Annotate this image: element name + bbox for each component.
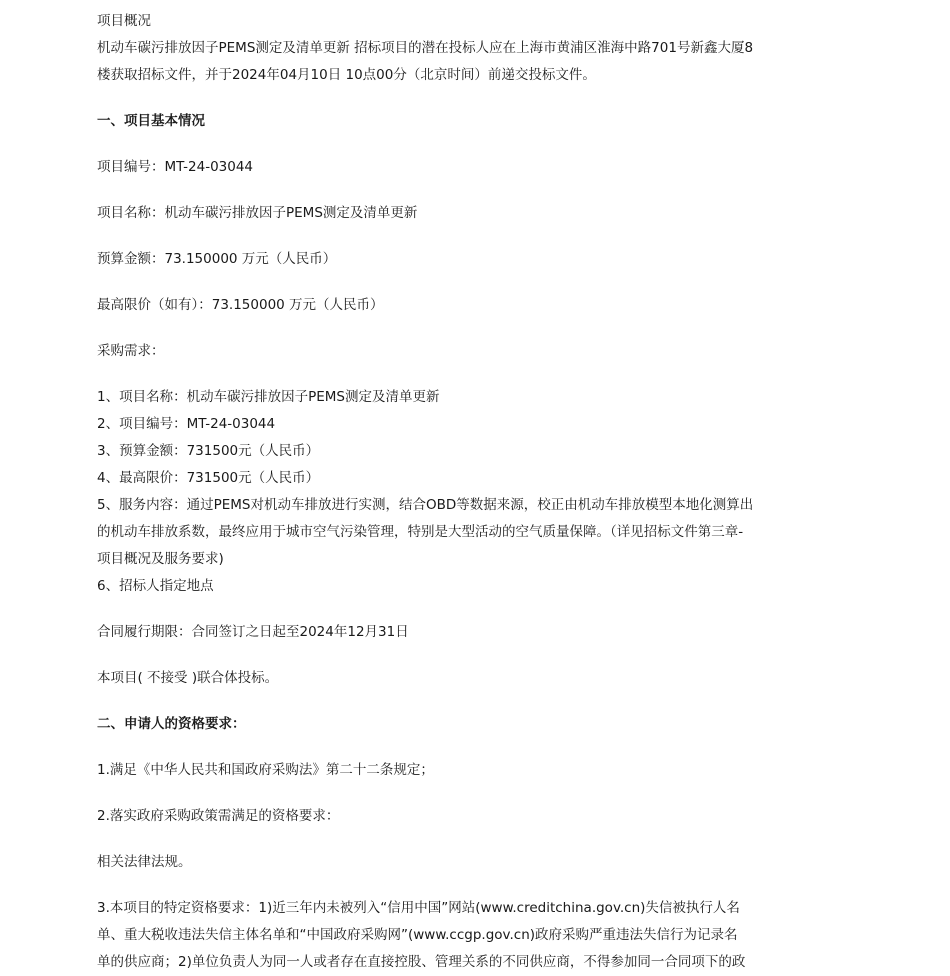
requirement-item: 4、最高限价：731500元（人民币）: [97, 470, 320, 486]
section2-heading: 二、申请人的资格要求：: [97, 716, 246, 732]
section1-heading: 一、项目基本情况: [97, 113, 205, 129]
document-body: [97, 8, 762, 976]
overview-intro-line-2: 楼获取招标文件，并于2024年04月10日 10点00分（北京时间）前递交投标文件。: [97, 67, 596, 83]
overview-intro-line-1: 机动车碳污排放因子PEMS测定及清单更新 招标项目的潜在投标人应在上海市黄浦区淮海中路701号新鑫大厦8: [97, 40, 754, 56]
requirement-item: 的机动车排放系数，最终应用于城市空气污染管理，特别是大型活动的空气质量保障。（详见招标文件第三章-: [97, 524, 744, 540]
qualification-item-2-detail: 相关法律法规。: [97, 854, 192, 870]
qualification-item-2: 2.落实政府采购政策需满足的资格要求：: [97, 808, 340, 824]
qualification-item-3-line-1: 3.本项目的特定资格要求：1)近三年内未被列入“信用中国”网站(www.creditchina.gov.cn)失信被执行人名: [97, 900, 740, 916]
qualification-item-3-line-2: 单、重大税收违法失信主体名单和“中国政府采购网”(www.ccgp.gov.cn)政府采购严重违法失信行为记录名: [97, 927, 738, 943]
qualification-item-1: 1.满足《中华人民共和国政府采购法》第二十二条规定；: [97, 762, 434, 778]
qualification-item-3-line-3: 单的供应商；2)单位负责人为同一人或者存在直接控股、管理关系的不同供应商，不得参加同一合同项下的政: [97, 954, 746, 970]
requirement-item: 6、招标人指定地点: [97, 578, 214, 594]
max-price: 最高限价（如有）：73.150000 万元（人民币）: [97, 297, 384, 313]
requirement-item: 项目概况及服务要求): [97, 551, 224, 567]
consortium-note: 本项目( 不接受 )联合体投标。: [97, 670, 279, 686]
requirement-item: 5、服务内容：通过PEMS对机动车排放进行实测，结合OBD等数据来源，校正由机动车排放模型本地化测算出: [97, 497, 754, 513]
contract-period: 合同履行期限：合同签订之日起至2024年12月31日: [97, 624, 409, 640]
requirement-item: 3、预算金额：731500元（人民币）: [97, 443, 320, 459]
requirement-item: 2、项目编号：MT-24-03044: [97, 416, 276, 432]
overview-title: 项目概况: [97, 13, 151, 29]
project-number: 项目编号：MT-24-03044: [97, 159, 254, 175]
project-name: 项目名称：机动车碳污排放因子PEMS测定及清单更新: [97, 205, 418, 221]
budget-amount: 预算金额：73.150000 万元（人民币）: [97, 251, 337, 267]
requirement-item: 1、项目名称：机动车碳污排放因子PEMS测定及清单更新: [97, 389, 440, 405]
requirements-label: 采购需求：: [97, 343, 165, 359]
